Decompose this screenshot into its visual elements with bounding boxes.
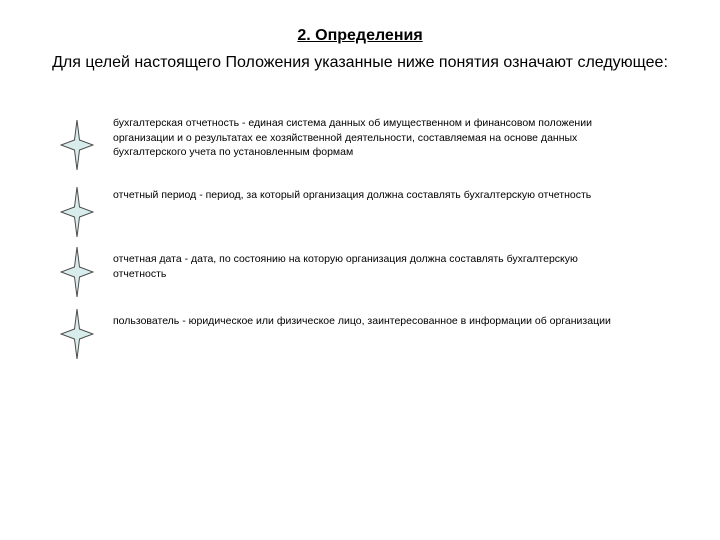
- star-bullet-icon: [60, 186, 94, 238]
- definition-text: пользователь - юридическое или физическое лицо, заинтересованное в информации об организации: [113, 315, 611, 327]
- definition-text: бухгалтерская отчетность - единая система данных об имущественном и финансовом положении организации и о результатах ее хозяйственной деятельности, составляемая на основе данных бухгалтерского учета по установленным формам: [113, 117, 592, 158]
- star-bullet-icon: [60, 246, 94, 298]
- page-title-text: 2. Определения: [297, 27, 423, 44]
- definition-text: отчетный период - период, за который организация должна составлять бухгалтерскую отчетность: [113, 189, 592, 201]
- definition-text: отчетная дата - дата, по состоянию на которую организация должна составлять бухгалтерскую отчетность: [113, 253, 578, 280]
- star-bullet-icon: [60, 119, 94, 171]
- page-title: [0, 27, 720, 45]
- page-subtitle: Для целей настоящего Положения указанные ниже понятия означают следующее:: [52, 54, 668, 71]
- star-bullet-icon: [60, 308, 94, 360]
